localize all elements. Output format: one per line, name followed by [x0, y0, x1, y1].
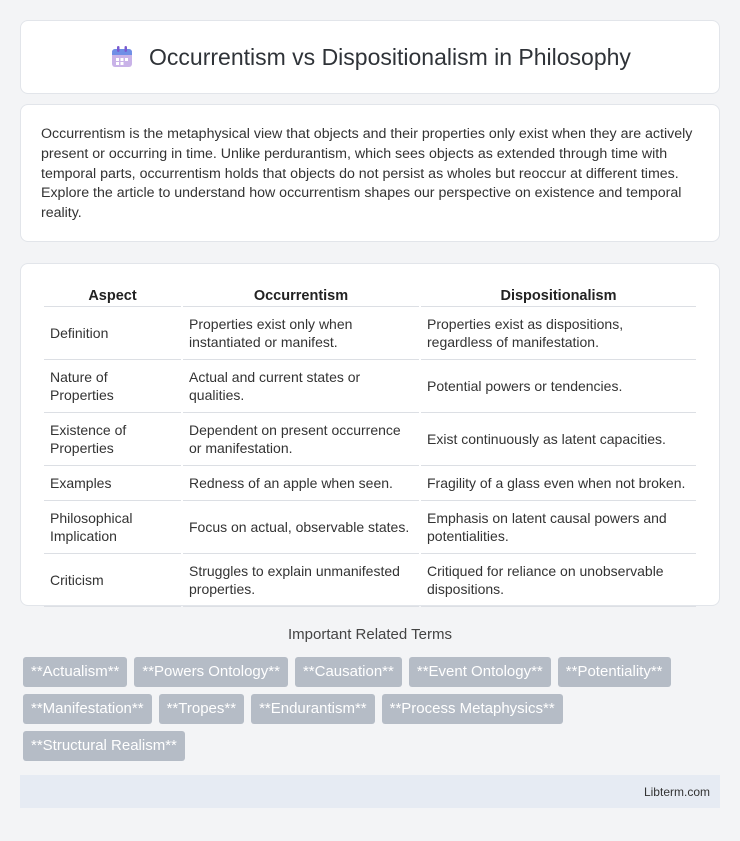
intro-card	[20, 104, 720, 242]
table-cell-occurrentism: Actual and current states or qualities.	[183, 360, 419, 413]
table-cell-dispositionalism: Critiqued for reliance on unobservable dispositions.	[421, 554, 696, 607]
table-header-aspect: Aspect	[44, 284, 181, 307]
table-cell-occurrentism: Dependent on present occurrence or manifestation.	[183, 413, 419, 466]
table-cell-occurrentism: Struggles to explain unmanifested properties.	[183, 554, 419, 607]
related-term-tag[interactable]: **Causation**	[295, 657, 402, 687]
table-cell-dispositionalism: Fragility of a glass even when not broken.	[421, 466, 696, 501]
table-cell-dispositionalism: Emphasis on latent causal powers and potentialities.	[421, 501, 696, 554]
table-cell-dispositionalism: Exist continuously as latent capacities.	[421, 413, 696, 466]
comparison-table-card	[20, 263, 720, 606]
table-cell-dispositionalism: Properties exist as dispositions, regardless of manifestation.	[421, 307, 696, 360]
table-cell-aspect: Nature of Properties	[44, 360, 181, 413]
comparison-table	[42, 284, 698, 607]
table-row	[44, 413, 696, 466]
related-terms-section	[20, 626, 720, 761]
related-term-tag[interactable]: **Actualism**	[23, 657, 127, 687]
table-row	[44, 466, 696, 501]
related-term-tag[interactable]: **Manifestation**	[23, 694, 152, 724]
table-cell-aspect: Examples	[44, 466, 181, 501]
related-term-tag[interactable]: **Endurantism**	[251, 694, 375, 724]
table-cell-occurrentism: Focus on actual, observable states.	[183, 501, 419, 554]
table-row	[44, 554, 696, 607]
table-cell-dispositionalism: Potential powers or tendencies.	[421, 360, 696, 413]
related-term-tag[interactable]: **Potentiality**	[558, 657, 671, 687]
related-term-tag[interactable]: **Event Ontology**	[409, 657, 551, 687]
footer	[20, 775, 720, 808]
table-cell-aspect: Criticism	[44, 554, 181, 607]
related-term-tag[interactable]: **Tropes**	[159, 694, 244, 724]
related-terms-title: Important Related Terms	[288, 626, 452, 643]
related-term-tag[interactable]: **Powers Ontology**	[134, 657, 288, 687]
table-cell-occurrentism: Redness of an apple when seen.	[183, 466, 419, 501]
page-title: Occurrentism vs Dispositionalism in Philosophy	[149, 43, 631, 70]
table-row	[44, 307, 696, 360]
calendar-icon	[109, 44, 135, 70]
table-cell-aspect: Existence of Properties	[44, 413, 181, 466]
related-term-tag[interactable]: **Structural Realism**	[23, 731, 185, 761]
table-cell-aspect: Definition	[44, 307, 181, 360]
table-cell-aspect: Philosophical Implication	[44, 501, 181, 554]
footer-site-link[interactable]: Libterm.com	[643, 784, 710, 799]
table-header-occurrentism: Occurrentism	[183, 284, 419, 307]
table-row	[44, 360, 696, 413]
table-header-row	[44, 284, 696, 307]
table-header-dispositionalism: Dispositionalism	[421, 284, 696, 307]
related-term-tag[interactable]: **Process Metaphysics**	[382, 694, 563, 724]
table-cell-occurrentism: Properties exist only when instantiated or manifest.	[183, 307, 419, 360]
table-row	[44, 501, 696, 554]
header-card	[20, 20, 720, 94]
intro-paragraph: Occurrentism is the metaphysical view that objects and their properties only exist when they are actively present or occurring in time. Unlike perdurantism, which sees objects as extended through time with temporal parts, occurrentism holds that objects do not persist as wholes but reoccur at different times. Explore the article to understand how occurrentism shapes our perspective on existence and temporal reality.	[41, 126, 693, 222]
related-terms-tags	[20, 657, 720, 761]
